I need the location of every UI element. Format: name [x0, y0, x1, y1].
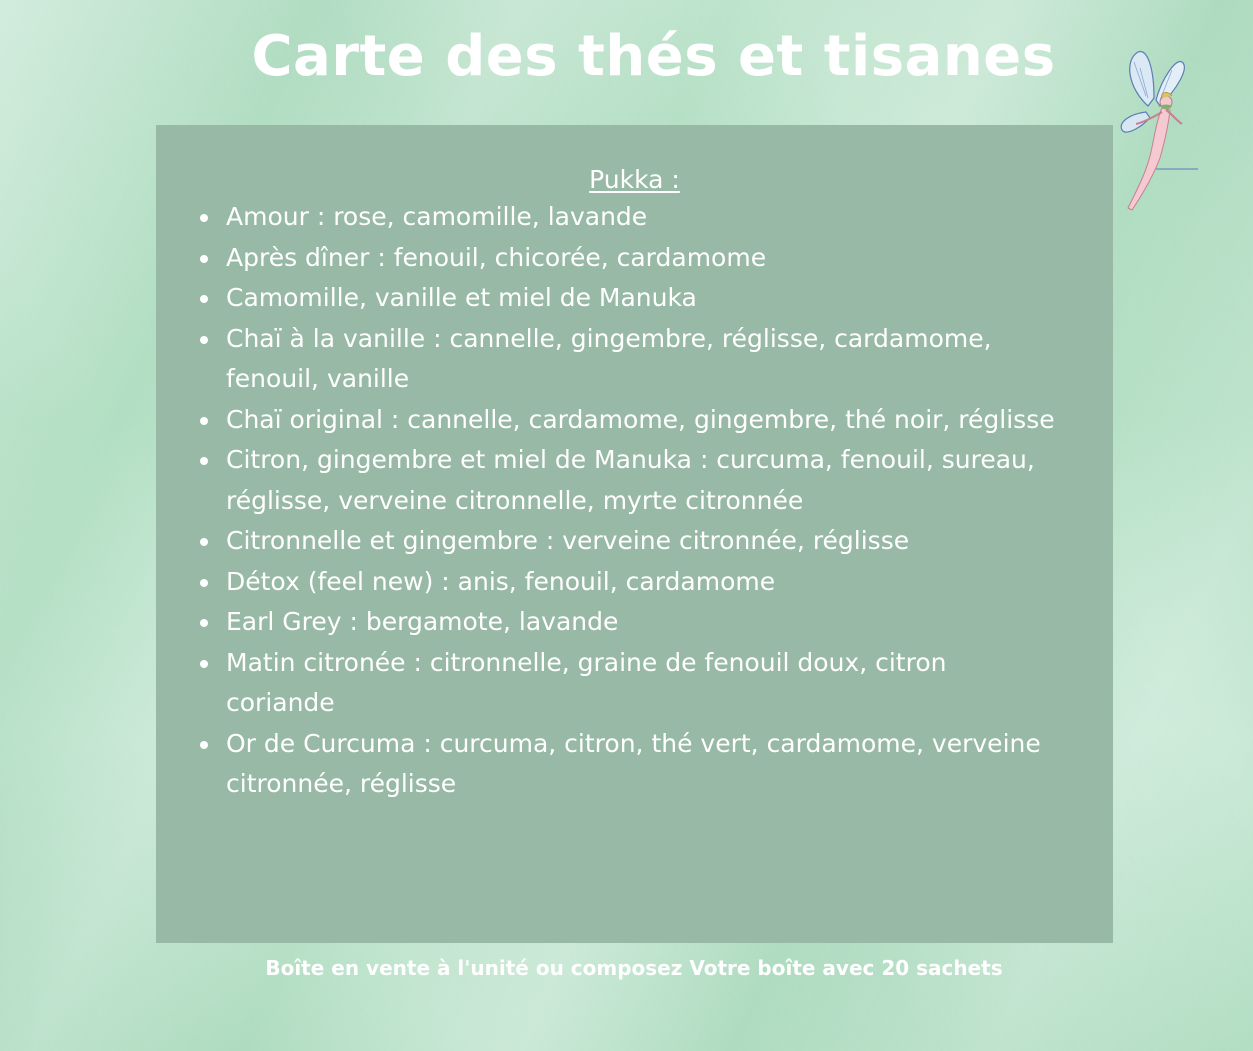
list-item: Chaï à la vanille : cannelle, gingembre, réglisse, cardamome, fenouil, vanille	[226, 319, 1113, 400]
list-item: Camomille, vanille et miel de Manuka	[226, 278, 1113, 319]
list-item: Détox (feel new) : anis, fenouil, cardamome	[226, 562, 1113, 603]
list-item: Amour : rose, camomille, lavande	[226, 197, 1113, 238]
tea-list	[156, 197, 1113, 805]
footer-note: Boîte en vente à l'unité ou composez Votre boîte avec 20 sachets	[265, 956, 1003, 980]
list-item: Après dîner : fenouil, chicorée, cardamome	[226, 238, 1113, 279]
list-item: Citron, gingembre et miel de Manuka : curcuma, fenouil, sureau, réglisse, verveine citronnelle, myrte citronnée	[226, 440, 1113, 521]
list-item: Or de Curcuma : curcuma, citron, thé vert, cardamome, verveine citronnée, réglisse	[226, 724, 1113, 805]
pukka-panel	[156, 125, 1113, 943]
page-title: Carte des thés et tisanes	[251, 24, 1056, 89]
list-item: Chaï original : cannelle, cardamome, gingembre, thé noir, réglisse	[226, 400, 1113, 441]
list-item: Matin citronée : citronnelle, graine de fenouil doux, citron coriande	[226, 643, 1113, 724]
fairy-icon	[1110, 48, 1205, 213]
panel-heading: Pukka :	[589, 165, 680, 194]
list-item: Earl Grey : bergamote, lavande	[226, 602, 1113, 643]
list-item: Citronnelle et gingembre : verveine citronnée, réglisse	[226, 521, 1113, 562]
